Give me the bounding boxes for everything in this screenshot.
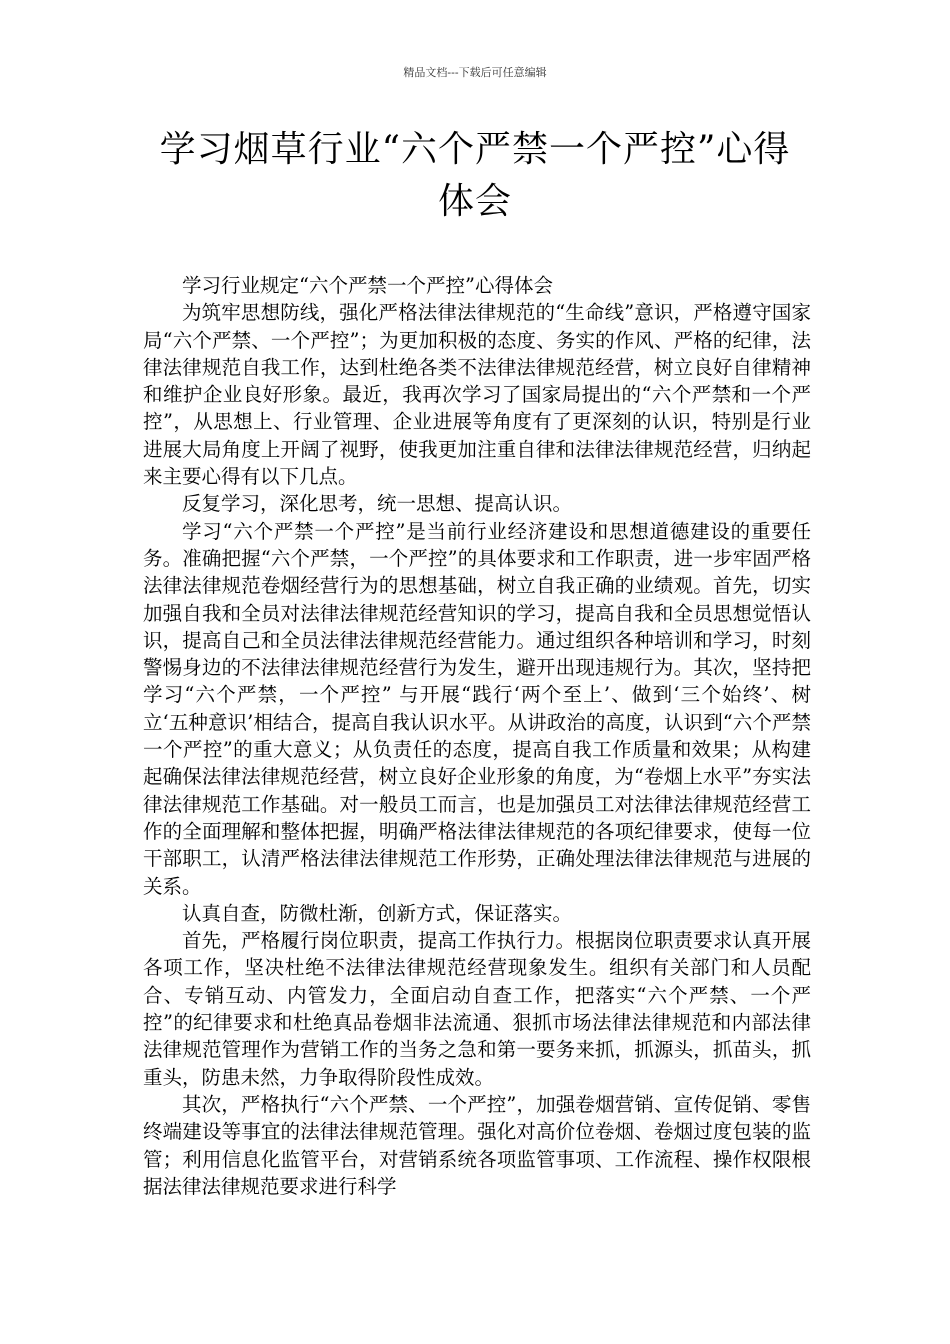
paragraph: 学习“六个严禁一个严控”是当前行业经济建设和思想道德建设的重要任务。准确把握“六个严禁，一个严控”的具体要求和工作职责，进一步牢固严格法律法律规范卷烟经营行为的思想基础，树立自我正确的业绩观。首先，切实加强自我和全员对法律法律规范经营知识的学习，提高自我和全员思想觉悟认识，提高自己和全员法律法律规范经营能力。通过组织各种培训和学习，时刻警惕身边的不法律法律规范经营行为发生，避开出现违规行为。其次，坚持把学习“六个严禁，一个严控” 与开展“践行‘两个至上’、做到‘三个始终’、树立‘五种意识’相结合，提高自我认识水平。从讲政治的高度，认识到“六个严禁一个严控”的重大意义；从负责任的态度，提高自我工作质量和效果；从构建起确保法律法律规范经营，树立良好企业形象的角度，为“卷烟上水平”夯实法律法律规范工作基础。对一般员工而言，也是加强员工对法律法律规范经营工作的全面理解和整体把握，明确严格法律法律规范的各项纪律要求，使每一位干部职工，认清严格法律法律规范工作形势，正确处理法律法律规范与进展的关系。 — [143, 519, 811, 898]
document-title: 学习烟草行业“六个严禁一个严控”心得体会 — [159, 129, 791, 222]
page-header: 精品文档---下载后可任意编辑 — [403, 66, 547, 79]
paragraph: 首先，严格履行岗位职责，提高工作执行力。根据岗位职责要求认真开展各项工作，坚决杜绝不法律法律规范经营现象发生。组织有关部门和人员配合、专销互动、内管发力，全面启动自查工作，把落实“六个严禁、一个严控”的纪律要求和杜绝真品卷烟非法流通、狠抓市场法律法律规范和内部法律法律规范管理作为营销工作的当务之急和第一要务来抓，抓源头，抓苗头，抓重头，防患未然，力争取得阶段性成效。 — [143, 929, 811, 1089]
paragraph: 学习行业规定“六个严禁一个严控”心得体会 — [182, 274, 553, 297]
paragraph: 为筑牢思想防线，强化严格法律法律规范的“生命线”意识，严格遵守国家局“六个严禁、一个严控”；为更加积极的态度、务实的作风、严格的纪律，法律法律规范自我工作，达到杜绝各类不法律法律规范经营，树立良好自律精神和维护企业良好形象。最近，我再次学习了国家局提出的“六个严禁和一个严控”，从思想上、行业管理、企业进展等角度有了更深刻的认识，特别是行业进展大局角度上开阔了视野，使我更加注重自律和法律法律规范经营，归纳起来主要心得有以下几点。 — [143, 301, 811, 489]
document-body — [143, 272, 811, 1200]
paragraph: 反复学习，深化思考，统一思想、提高认识。 — [182, 492, 573, 516]
paragraph: 认真自查，防微杜渐，创新方式，保证落实。 — [182, 901, 573, 925]
paragraph: 其次，严格执行“六个严禁、一个严控”，加强卷烟营销、宣传促销、零售终端建设等事宜的法律法律规范管理。强化对高价位卷烟、卷烟过度包装的监管；利用信息化监管平台，对营销系统各项监管事项、工作流程、操作权限根据法律法律规范要求进行科学 — [143, 1092, 811, 1198]
